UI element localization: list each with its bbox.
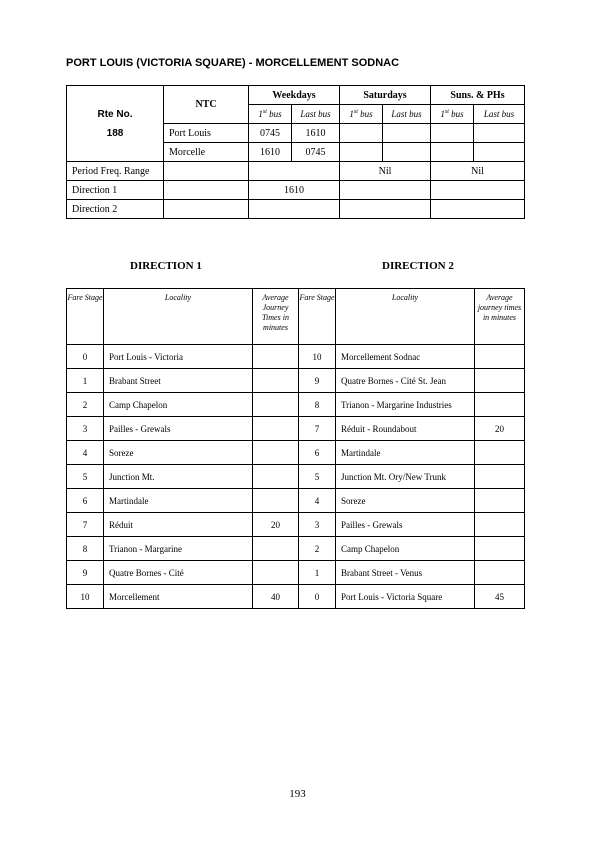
table-row xyxy=(67,441,525,465)
table-row xyxy=(67,417,525,441)
locality-dir2: Camp Chapelon xyxy=(336,537,475,561)
locality-dir2: Réduit - Roundabout xyxy=(336,417,475,441)
avg-time-dir1 xyxy=(253,561,299,585)
avg-time-dir2 xyxy=(475,441,525,465)
fare-stage-dir1: 5 xyxy=(67,465,104,489)
fare-stage-dir2: 3 xyxy=(299,513,336,537)
avg-time-dir1: 20 xyxy=(253,513,299,537)
direction1-row xyxy=(67,181,525,200)
locality-dir2: Morcellement Sodnac xyxy=(336,345,475,369)
last-bus-header: Last bus xyxy=(383,105,431,124)
fare-stage-dir2: 5 xyxy=(299,465,336,489)
direction1-heading: DIRECTION 1 xyxy=(130,260,202,272)
direction1-value: 1610 xyxy=(249,181,340,200)
page-title: PORT LOUIS (VICTORIA SQUARE) - MORCELLEMENT SODNAC xyxy=(66,57,400,69)
locality-dir2: Quatre Bornes - Cité St. Jean xyxy=(336,369,475,393)
fare-stage-dir1: 3 xyxy=(67,417,104,441)
route-label: Rte No. xyxy=(97,108,133,120)
fare-stage-dir1: 6 xyxy=(67,489,104,513)
weekday-last: 0745 xyxy=(292,143,340,162)
table-row xyxy=(67,465,525,489)
table-row xyxy=(67,393,525,417)
place-name: Morcelle xyxy=(164,143,249,162)
operator-name: NTC xyxy=(164,86,249,124)
avg-time-dir2 xyxy=(475,489,525,513)
last-bus-header: Last bus xyxy=(474,105,525,124)
fare-stage-dir2: 9 xyxy=(299,369,336,393)
avg-time-dir1: 40 xyxy=(253,585,299,609)
route-number: 188 xyxy=(106,127,124,139)
avg-time-dir1 xyxy=(253,369,299,393)
fare-stage-dir2: 6 xyxy=(299,441,336,465)
avg-time-dir1 xyxy=(253,537,299,561)
page-number: 193 xyxy=(289,788,306,800)
avg-time-dir1 xyxy=(253,465,299,489)
table-row xyxy=(67,513,525,537)
fare-stage-table xyxy=(66,288,525,609)
locality-dir1: Trianon - Margarine xyxy=(104,537,253,561)
locality-dir1: Camp Chapelon xyxy=(104,393,253,417)
avg-time-dir2 xyxy=(475,393,525,417)
fare-stage-dir1: 1 xyxy=(67,369,104,393)
locality-dir2: Brabant Street - Venus xyxy=(336,561,475,585)
fare-stage-header: Fare Stage xyxy=(299,289,336,345)
locality-dir2: Pailles - Grewals xyxy=(336,513,475,537)
weekday-first: 0745 xyxy=(249,124,292,143)
direction2-row xyxy=(67,200,525,219)
fare-stage-dir2: 8 xyxy=(299,393,336,417)
avg-time-dir2 xyxy=(475,345,525,369)
table-row xyxy=(67,345,525,369)
table-row xyxy=(67,561,525,585)
weekday-last: 1610 xyxy=(292,124,340,143)
locality-dir2: Trianon - Margarine Industries xyxy=(336,393,475,417)
direction2-heading: DIRECTION 2 xyxy=(382,260,454,272)
avg-time-dir1 xyxy=(253,345,299,369)
locality-dir1: Junction Mt. xyxy=(104,465,253,489)
table-row xyxy=(67,537,525,561)
avg-time-header: Average journey times in minutes xyxy=(475,289,525,345)
locality-dir1: Soreze xyxy=(104,441,253,465)
fare-stage-header: Fare Stage xyxy=(67,289,104,345)
locality-dir2: Junction Mt. Ory/New Trunk xyxy=(336,465,475,489)
table-row xyxy=(67,369,525,393)
fare-stage-dir2: 1 xyxy=(299,561,336,585)
locality-dir2: Soreze xyxy=(336,489,475,513)
locality-dir2: Martindale xyxy=(336,441,475,465)
avg-time-dir2 xyxy=(475,513,525,537)
period-saturdays: Saturdays xyxy=(340,86,431,105)
fare-stage-dir1: 9 xyxy=(67,561,104,585)
last-bus-header: Last bus xyxy=(292,105,340,124)
avg-time-dir2: 45 xyxy=(475,585,525,609)
locality-dir1: Martindale xyxy=(104,489,253,513)
locality-dir1: Morcellement xyxy=(104,585,253,609)
fare-stage-dir2: 7 xyxy=(299,417,336,441)
fare-stage-dir2: 2 xyxy=(299,537,336,561)
weekday-first: 1610 xyxy=(249,143,292,162)
direction2-label: Direction 2 xyxy=(67,200,164,219)
locality-dir1: Pailles - Grewals xyxy=(104,417,253,441)
period-freq-sunday: Nil xyxy=(431,162,525,181)
first-bus-header: 1st bus xyxy=(249,105,292,124)
avg-time-dir2 xyxy=(475,561,525,585)
first-bus-header: 1st bus xyxy=(340,105,383,124)
locality-dir1: Brabant Street xyxy=(104,369,253,393)
fare-stage-dir1: 4 xyxy=(67,441,104,465)
avg-time-header: Average Journey Times in minutes xyxy=(253,289,299,345)
table-row xyxy=(67,585,525,609)
locality-dir1: Port Louis - Victoria xyxy=(104,345,253,369)
avg-time-dir2 xyxy=(475,465,525,489)
locality-header: Locality xyxy=(104,289,253,345)
locality-header: Locality xyxy=(336,289,475,345)
avg-time-dir2 xyxy=(475,369,525,393)
avg-time-dir1 xyxy=(253,441,299,465)
period-weekdays: Weekdays xyxy=(249,86,340,105)
route-number-cell xyxy=(67,86,164,162)
avg-time-dir1 xyxy=(253,489,299,513)
locality-dir1: Réduit xyxy=(104,513,253,537)
timetable-summary xyxy=(66,85,525,219)
fare-stage-dir1: 10 xyxy=(67,585,104,609)
period-freq-row xyxy=(67,162,525,181)
fare-stage-dir2: 4 xyxy=(299,489,336,513)
avg-time-dir2: 20 xyxy=(475,417,525,441)
period-freq-label: Period Freq. Range xyxy=(67,162,164,181)
fare-stage-dir1: 7 xyxy=(67,513,104,537)
direction1-label: Direction 1 xyxy=(67,181,164,200)
period-freq-saturday: Nil xyxy=(340,162,431,181)
fare-stage-dir1: 0 xyxy=(67,345,104,369)
fare-stage-dir2: 0 xyxy=(299,585,336,609)
period-sundays: Suns. & PHs xyxy=(431,86,525,105)
avg-time-dir1 xyxy=(253,393,299,417)
avg-time-dir1 xyxy=(253,417,299,441)
fare-table-header xyxy=(67,289,525,345)
place-name: Port Louis xyxy=(164,124,249,143)
locality-dir2: Port Louis - Victoria Square xyxy=(336,585,475,609)
fare-stage-dir1: 2 xyxy=(67,393,104,417)
table-row xyxy=(67,489,525,513)
first-bus-header: 1st bus xyxy=(431,105,474,124)
fare-stage-dir2: 10 xyxy=(299,345,336,369)
avg-time-dir2 xyxy=(475,537,525,561)
fare-stage-dir1: 8 xyxy=(67,537,104,561)
locality-dir1: Quatre Bornes - Cité xyxy=(104,561,253,585)
